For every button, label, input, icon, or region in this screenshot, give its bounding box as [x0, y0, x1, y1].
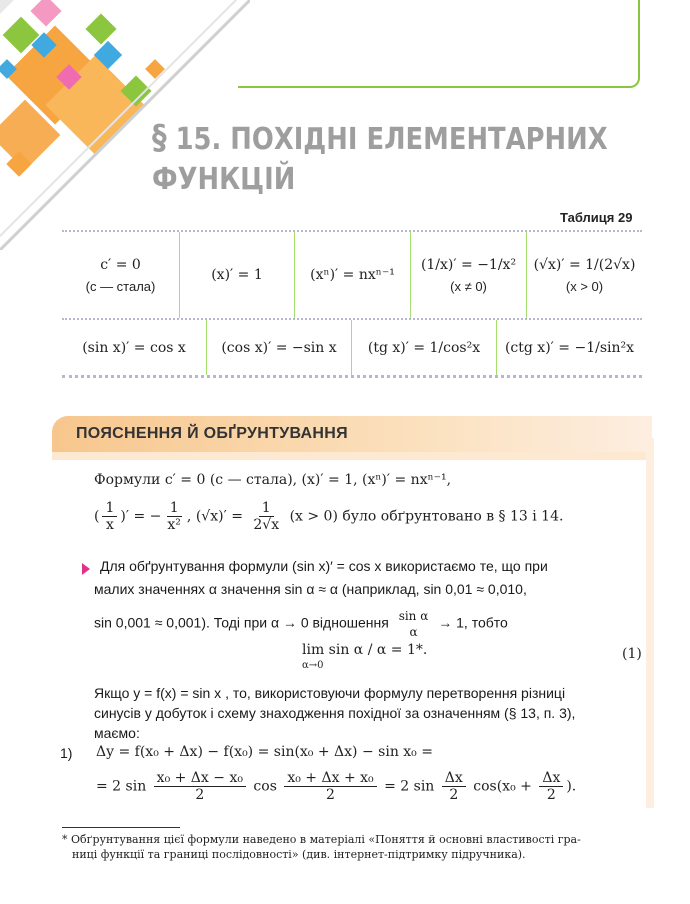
formula-cell: [352, 320, 497, 375]
frac-d-den: 2: [546, 787, 556, 803]
equation-number: (1): [622, 646, 642, 662]
formulas-intro: Формули c′ = 0 (c — стала), (x)′ = 1, (xⁿ)′ = nxⁿ⁻¹,: [94, 472, 452, 488]
paren-inner: x₀ +: [502, 778, 532, 795]
section-title-line1: 15. ПОХІДНІ ЕЛЕМЕНТАРНИХ: [175, 122, 608, 157]
frac-a-den: 2: [195, 787, 205, 803]
para1-line1: Для обґрунтування формули (sin x)′ = cos x використаємо те, що при: [100, 558, 548, 574]
bullet-marker: [82, 563, 90, 575]
formula: (cos x)′ = −sin x: [221, 339, 337, 356]
formula: (√x)′ = 1/(2√x): [533, 256, 636, 273]
para1-line2: малих значеннях α значення sin α ≈ α (наприклад, sin 0,01 ≈ 0,010,: [94, 581, 527, 597]
formula-cell: [527, 232, 642, 318]
limit-formula: lim sin α / α = 1*.: [302, 642, 428, 658]
para1-line3: sin 0,001 ≈ 0,001). Тоді при α → 0 відношення sin α α → 1, тобто: [94, 609, 508, 639]
section-title-line2: ФУНКЦІЙ: [152, 162, 296, 197]
formulas-tail: (x > 0) було обґрунтовано в § 13 і 14.: [289, 508, 564, 525]
header-frame: [238, 0, 640, 88]
banner-edge: [646, 438, 654, 808]
formula-cell: [207, 320, 352, 375]
formula: (xⁿ)′ = nxⁿ⁻¹: [310, 267, 395, 283]
para1-line3-tail: → 1, тобто: [438, 614, 508, 631]
frac-b-den: 2: [326, 787, 335, 803]
section-title: [152, 118, 608, 200]
frac-c-den: 2: [449, 787, 459, 803]
step-2sin-a: = 2 sin: [96, 778, 147, 795]
formula: (ctg x)′ = −1/sin²x: [504, 339, 635, 356]
table-caption: Таблиця 29: [560, 210, 633, 225]
formula-cell: [295, 232, 411, 318]
formula: (sin x)′ = cos x: [82, 339, 186, 356]
banner-strip: [52, 452, 652, 460]
formulas-recap-line: ( $\frac{1}{x}$ )′ = − $\frac{1}{\text{x²}}$ , (√x)′ = $\frac{1}{2√x}$ (x > 0) було обґрунтовано в § 13 і 14.: [94, 500, 564, 533]
footnote-rule: [62, 827, 180, 828]
formula: (tg x)′ = 1/cos²x: [367, 339, 481, 356]
formula: (x)′ = 1: [211, 267, 263, 283]
frac-a-num: x₀ + Δx − x₀: [154, 770, 246, 787]
formula-cell: [411, 232, 527, 318]
formula-note: (x > 0): [565, 278, 604, 294]
step-number: 1): [60, 745, 73, 761]
frac-d-num: Δx: [539, 770, 563, 787]
formula: (1/x)′ = −1/x²: [420, 256, 517, 273]
formula-table-row-1: [62, 230, 642, 318]
formula-table-row-2: [62, 318, 642, 378]
step-line-1: Δy = f(x₀ + Δx) − f(x₀) = sin(x₀ + Δx) − sin x₀ =: [96, 744, 433, 760]
step-2sin-b: = 2 sin: [384, 778, 435, 795]
limit-subscript: α→0: [302, 660, 324, 671]
step-cos-a: cos: [253, 778, 277, 795]
formula-cell: [180, 232, 295, 318]
para2-line1: Якщо y = f(x) = sin x , то, використовуючи формулу перетворення різниці: [94, 685, 566, 701]
frac-c-num: Δx: [442, 770, 466, 787]
footnote-line2: ниці функції та границі послідовності» (див. інтернет-підтримку підручника).: [72, 848, 526, 861]
section-sign: §: [152, 118, 167, 158]
formula-note: (x ≠ 0): [450, 278, 487, 294]
formula-note: (c — стала): [85, 278, 156, 294]
formula-cell: [497, 320, 642, 375]
para2-line3: маємо:: [94, 725, 140, 741]
footnote: [62, 832, 581, 862]
formula-cell: [62, 232, 180, 318]
frac-b-num: x₀ + Δx + x₀: [284, 770, 376, 787]
step-line-2: = 2 sin $\frac{\text{x₀ + Δx − x₀}}{2}$ cos $\frac{\text{x₀ + Δx + x₀}}{2}$ = 2 sin $\frac{\Delta x}{2}$ cos(x₀ + $\frac{\Delta x}{2}$ ).: [96, 770, 577, 803]
formula: c′ = 0: [100, 256, 141, 273]
step-cos-b: cos: [473, 778, 497, 795]
explanation-title: ПОЯСНЕННЯ Й ОБҐРУНТУВАННЯ: [76, 425, 348, 442]
formula-cell: [62, 320, 207, 375]
para1-line3-text: sin 0,001 ≈ 0,001). Тоді при α → 0 відношення: [94, 614, 389, 631]
footnote-line1: * Обґрунтування цієї формули наведено в матеріалі «Поняття й основні властивості гра-: [62, 833, 581, 846]
para2-line2: синусів у добуток і схему знаходження похідної за означенням (§ 13, п. 3),: [94, 705, 576, 721]
